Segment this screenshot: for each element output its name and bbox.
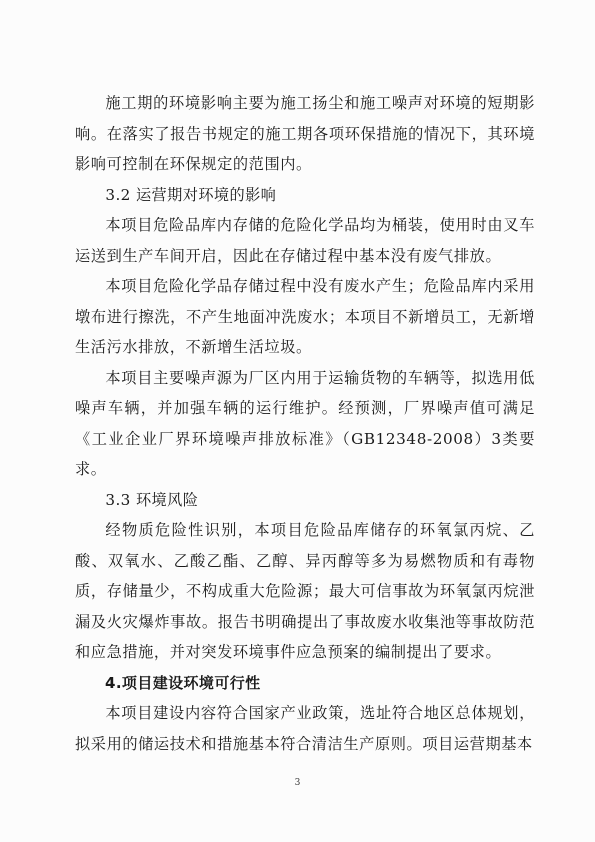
paragraph-construction-impact: 施工期的环境影响主要为施工扬尘和施工噪声对环境的短期影响。在落实了报告书规定的施工期各项环保措施的情况下，其环境影响可控制在环保规定的范围内。 bbox=[75, 94, 535, 173]
page-number: 3 bbox=[294, 778, 301, 788]
section-heading-4: 4.项目建设环境可行性 bbox=[105, 673, 261, 692]
paragraph-waste-gas: 本项目危险品库内存储的危险化学品均为桶装，使用时由叉车运送到生产车间开启，因此在存储过程中基本没有废气排放。 bbox=[75, 216, 535, 265]
paragraph-feasibility: 本项目建设内容符合国家产业政策，选址符合地区总体规划，拟采用的储运技术和措施基本符合清洁生产原则。项目运营期基本 bbox=[75, 704, 535, 753]
section-heading-3-2: 3.2 运营期对环境的影响 bbox=[105, 185, 277, 204]
paragraph-environmental-risk: 经物质危险性识别，本项目危险品库储存的环氧氯丙烷、乙酸、双氧水、乙酸乙酯、乙醇、异丙醇等多为易燃物质和有毒物质，存储量少，不构成重大危险源；最大可信事故为环氧氯丙烷泄漏及火灾爆炸事故。报告书明确提出了事故废水收集池等事故防范和应急措施，并对突发环境事件应急预案的编制提出了要求。 bbox=[75, 521, 535, 661]
paragraph-noise: 本项目主要噪声源为厂区内用于运输货物的车辆等，拟选用低噪声车辆，并加强车辆的运行维护。经预测，厂界噪声值可满足《工业企业厂界环境噪声排放标准》（GB12348-2008）3类要求。 bbox=[75, 368, 535, 478]
section-heading-3-3: 3.3 环境风险 bbox=[105, 490, 199, 509]
document-body bbox=[75, 88, 535, 759]
paragraph-waste-water: 本项目危险化学品存储过程中没有废水产生；危险品库内采用墩布进行擦洗，不产生地面冲洗废水；本项目不新增员工，无新增生活污水排放，不新增生活垃圾。 bbox=[75, 277, 535, 356]
